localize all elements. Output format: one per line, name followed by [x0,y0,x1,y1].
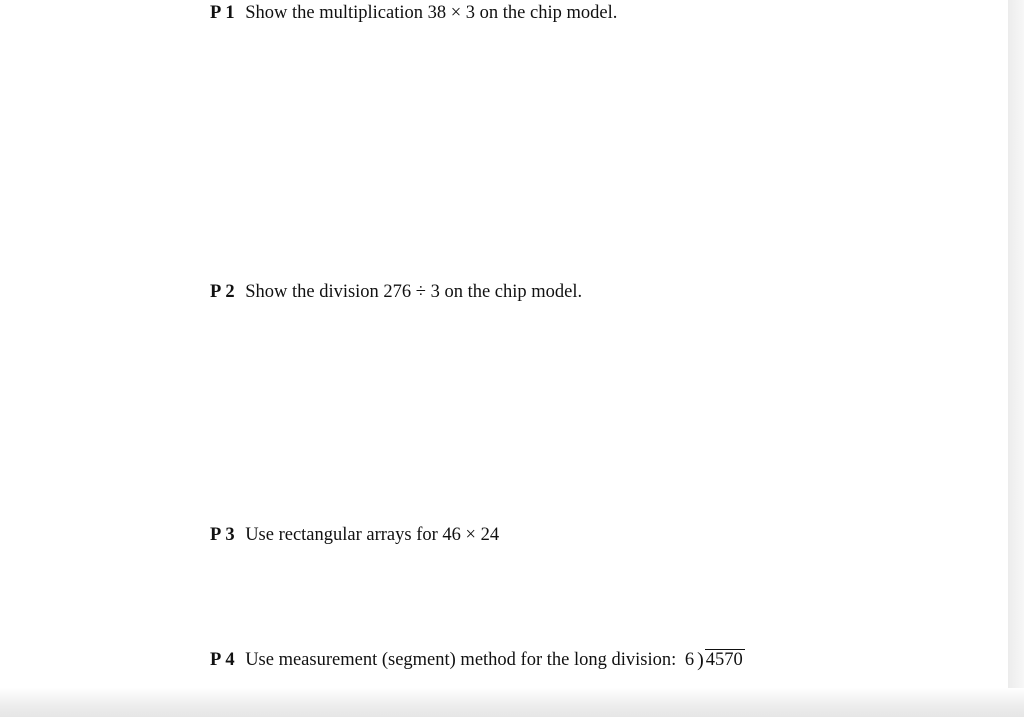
problem-label: P 1 [210,3,235,23]
division-bracket: ) [697,649,704,671]
problem-2 [210,281,582,303]
problem-label: P 3 [210,525,235,545]
page-edge-right [1008,0,1024,717]
problem-text: Use rectangular arrays for 46 × 24 [245,525,500,545]
problem-text: Use measurement (segment) method for the long division: [245,650,677,670]
problem-label: P 4 [210,650,235,670]
dividend: 4570 [705,650,743,670]
divisor: 6 [684,650,695,670]
problem-label: P 2 [210,282,235,302]
problem-4 [210,649,745,671]
long-division-notation [685,649,745,671]
page-edge-bottom [0,688,1024,717]
problem-text: Show the multiplication 38 × 3 on the chip model. [245,3,618,23]
problem-text: Show the division 276 ÷ 3 on the chip model. [245,282,583,302]
problem-3 [210,524,499,546]
problem-1 [210,2,617,24]
